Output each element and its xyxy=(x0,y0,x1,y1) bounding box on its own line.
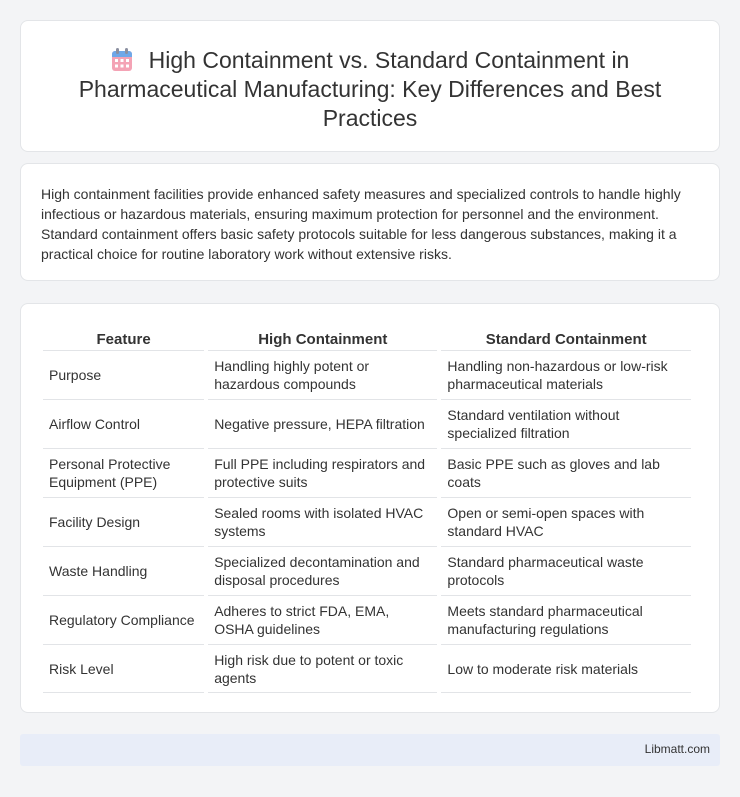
feature-cell: Purpose xyxy=(43,350,204,399)
standard-containment-cell: Standard pharmaceutical waste protocols xyxy=(441,546,691,595)
high-containment-cell: Specialized decontamination and disposal procedures xyxy=(208,546,437,595)
table-header-row xyxy=(43,324,691,350)
high-containment-cell: Sealed rooms with isolated HVAC systems xyxy=(208,497,437,546)
table-row xyxy=(43,448,691,497)
standard-containment-cell: Basic PPE such as gloves and lab coats xyxy=(441,448,691,497)
feature-cell: Waste Handling xyxy=(43,546,204,595)
table-row xyxy=(43,644,691,693)
table-row xyxy=(43,546,691,595)
title-card xyxy=(20,20,720,152)
high-containment-cell: High risk due to potent or toxic agents xyxy=(208,644,437,693)
table-row xyxy=(43,595,691,644)
footer-bar xyxy=(20,734,720,766)
standard-containment-cell: Handling non-hazardous or low-risk pharmaceutical materials xyxy=(441,350,691,399)
header-high-containment: High Containment xyxy=(258,330,388,348)
table-row xyxy=(43,497,691,546)
high-containment-cell: Negative pressure, HEPA filtration xyxy=(208,399,437,448)
table-row xyxy=(43,350,691,399)
comparison-table xyxy=(39,324,695,693)
feature-cell: Regulatory Compliance xyxy=(43,595,204,644)
standard-containment-cell: Meets standard pharmaceutical manufacturing regulations xyxy=(441,595,691,644)
table-row xyxy=(43,399,691,448)
feature-cell: Airflow Control xyxy=(43,399,204,448)
standard-containment-cell: Open or semi-open spaces with standard HVAC xyxy=(441,497,691,546)
page-title xyxy=(21,21,719,133)
header-feature: Feature xyxy=(96,330,151,348)
standard-containment-cell: Standard ventilation without specialized filtration xyxy=(441,399,691,448)
header-standard-containment: Standard Containment xyxy=(485,330,647,348)
comparison-table-card xyxy=(20,303,720,713)
intro-card xyxy=(20,163,720,281)
footer-brand-link[interactable]: Libmatt.com xyxy=(644,742,710,756)
feature-cell: Facility Design xyxy=(43,497,204,546)
page-title-text: High Containment vs. Standard Containment in Pharmaceutical Manufacturing: Key Differences and Best Practices xyxy=(78,47,662,131)
high-containment-cell: Full PPE including respirators and protective suits xyxy=(208,448,437,497)
standard-containment-cell: Low to moderate risk materials xyxy=(441,644,691,693)
calendar-icon xyxy=(111,48,133,72)
high-containment-cell: Handling highly potent or hazardous compounds xyxy=(208,350,437,399)
high-containment-cell: Adheres to strict FDA, EMA, OSHA guidelines xyxy=(208,595,437,644)
feature-cell: Risk Level xyxy=(43,644,204,693)
feature-cell: Personal Protective Equipment (PPE) xyxy=(43,448,204,497)
intro-text: High containment facilities provide enhanced safety measures and specialized controls to handle highly infectious or hazardous materials, ensuring maximum protection for personnel and the environment. Standard containment offers basic safety protocols suitable for less dangerous substances, making it a practical choice for routine laboratory work without extensive risks. xyxy=(41,186,681,262)
